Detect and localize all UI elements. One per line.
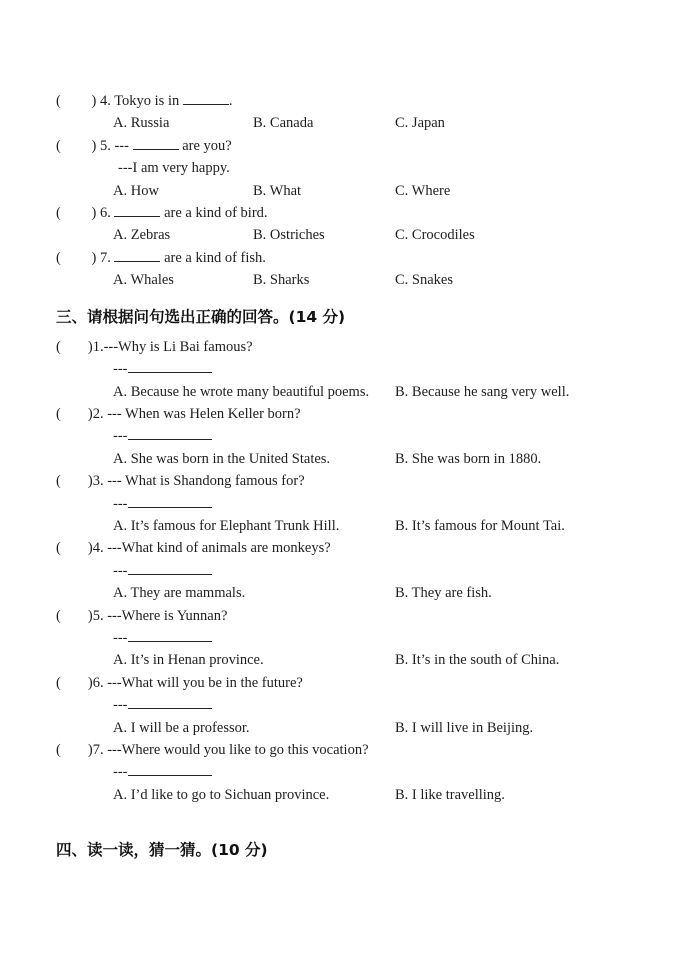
section-three — [56, 336, 659, 806]
options-row — [56, 582, 659, 604]
question-line — [56, 470, 659, 492]
options-row — [56, 224, 659, 246]
reply-dashes: --- — [113, 495, 128, 512]
question-text: Tokyo is in — [114, 93, 180, 109]
option-b: B. It’s famous for Mount Tai. — [395, 518, 565, 535]
question-text-after: are you? — [182, 137, 232, 154]
option-a: A. They are mammals. — [113, 585, 246, 602]
question-text: 6. ---What will you be in the future? — [92, 674, 303, 691]
options-row — [56, 112, 659, 134]
answer-paren-close: ) — [87, 674, 93, 691]
option-a: A. How — [113, 182, 159, 199]
question-text: 7. ---Where would you like to go this vocation? — [92, 741, 369, 758]
question-line — [56, 202, 659, 224]
question-text: --- — [114, 137, 129, 154]
answer-paren-open: ( — [56, 473, 61, 490]
option-a: A. It’s famous for Elephant Trunk Hill. — [113, 518, 340, 535]
answer-blank — [183, 91, 229, 105]
option-b: B. Canada — [253, 115, 314, 132]
answer-paren-close: ) — [87, 338, 93, 355]
reply-blank — [128, 695, 212, 709]
option-a: A. I will be a professor. — [113, 719, 250, 736]
reply-blank — [128, 628, 212, 642]
question-text: 1.---Why is Li Bai famous? — [92, 338, 253, 355]
question-text: 2. --- When was Helen Keller born? — [92, 406, 301, 423]
option-c: C. Where — [395, 182, 451, 199]
answer-paren-open: ( — [56, 249, 61, 266]
question-item — [56, 470, 659, 537]
reply-dashes: --- — [113, 697, 128, 714]
options-row — [56, 381, 659, 403]
option-b: B. It’s in the south of China. — [395, 652, 560, 669]
options-row — [56, 784, 659, 806]
question-line — [56, 90, 659, 112]
reply-blank — [128, 762, 212, 776]
option-a: A. It’s in Henan province. — [113, 652, 264, 669]
answer-paren-close: ) — [91, 137, 97, 154]
option-a: A. Because he wrote many beautiful poems. — [113, 383, 370, 400]
option-a: A. She was born in the United States. — [113, 450, 331, 467]
option-a: A. Zebras — [113, 227, 171, 244]
reply-dashes: --- — [113, 629, 128, 646]
answer-paren-open: ( — [56, 93, 61, 109]
option-a: A. Russia — [113, 115, 170, 132]
reply-dashes: --- — [113, 562, 128, 579]
answer-paren-close: ) — [91, 93, 97, 109]
reply-blank — [128, 494, 212, 508]
answer-paren-close: ) — [87, 406, 93, 423]
question-text-after: are a kind of bird. — [164, 204, 268, 221]
question-item — [56, 202, 659, 247]
answer-paren-open: ( — [56, 674, 61, 691]
question-text-after: . — [228, 93, 233, 109]
reply-line — [56, 761, 659, 783]
answer-paren-open: ( — [56, 741, 61, 758]
reply-line — [56, 425, 659, 447]
option-c: C. Japan — [395, 115, 445, 132]
option-a: A. Whales — [113, 272, 174, 289]
answer-paren-close: ) — [87, 540, 93, 557]
option-b: B. They are fish. — [395, 585, 492, 602]
reply-line — [56, 627, 659, 649]
reply-blank — [128, 426, 212, 440]
question-text: 3. --- What is Shandong famous for? — [92, 473, 305, 490]
answer-paren-open: ( — [56, 137, 61, 154]
option-b: B. She was born in 1880. — [395, 450, 542, 467]
question-line — [56, 336, 659, 358]
option-b: B. I will live in Beijing. — [395, 719, 534, 736]
answer-paren-open: ( — [56, 338, 61, 355]
question-number: 5. — [99, 137, 111, 154]
option-b: B. Sharks — [253, 272, 310, 289]
answer-reply-text — [56, 157, 659, 179]
question-number: 7. — [99, 249, 111, 266]
question-line — [56, 739, 659, 761]
answer-blank — [114, 248, 160, 262]
options-row — [56, 515, 659, 537]
options-row — [56, 448, 659, 470]
reply-dashes: --- — [113, 428, 128, 445]
reply-dashes: --- — [113, 764, 128, 781]
answer-paren-open: ( — [56, 204, 61, 221]
question-line — [56, 672, 659, 694]
options-row — [56, 269, 659, 291]
option-a: A. I’d like to go to Sichuan province. — [113, 786, 330, 803]
question-line — [56, 135, 659, 157]
reply-dashes: --- — [113, 361, 128, 378]
answer-paren-close: ) — [91, 249, 97, 266]
answer-paren-close: ) — [87, 607, 93, 624]
options-row — [56, 717, 659, 739]
question-line — [56, 537, 659, 559]
reply-line — [56, 493, 659, 515]
options-row — [56, 649, 659, 671]
reply-line — [56, 358, 659, 380]
question-line — [56, 247, 659, 269]
question-item — [56, 247, 659, 292]
reply-line — [56, 560, 659, 582]
question-item — [56, 90, 659, 135]
answer-paren-close: ) — [87, 741, 93, 758]
reply-line — [56, 694, 659, 716]
answer-blank — [114, 203, 160, 217]
question-item — [56, 739, 659, 806]
option-b: B. What — [253, 182, 302, 199]
section-two — [56, 90, 659, 292]
answer-paren-open: ( — [56, 607, 61, 624]
question-item — [56, 336, 659, 403]
answer-paren-close: ) — [91, 204, 97, 221]
option-b: B. Ostriches — [253, 227, 325, 244]
question-item — [56, 403, 659, 470]
option-b: B. I like travelling. — [395, 786, 505, 803]
question-text-after: are a kind of fish. — [164, 249, 266, 266]
question-item — [56, 135, 659, 202]
section-four-heading: 四、读一读，猜一猜。(10 分) — [56, 841, 268, 860]
question-item — [56, 672, 659, 739]
answer-paren-open: ( — [56, 406, 61, 423]
question-line — [56, 403, 659, 425]
reply-text: ---I am very happy. — [118, 160, 230, 177]
question-text: 4. ---What kind of animals are monkeys? — [92, 540, 331, 557]
question-item — [56, 537, 659, 604]
answer-paren-open: ( — [56, 540, 61, 557]
question-item — [56, 605, 659, 672]
option-c: C. Snakes — [395, 272, 453, 289]
question-line — [56, 605, 659, 627]
answer-blank — [133, 136, 179, 150]
question-number: 4. — [99, 93, 111, 109]
question-number: 6. — [99, 204, 111, 221]
option-c: C. Crocodiles — [395, 227, 475, 244]
section-three-heading: 三、请根据问句选出正确的回答。(14 分) — [56, 307, 346, 326]
option-b: B. Because he sang very well. — [395, 383, 570, 400]
reply-blank — [128, 359, 212, 373]
question-text: 5. ---Where is Yunnan? — [92, 607, 228, 624]
answer-paren-close: ) — [87, 473, 93, 490]
options-row — [56, 180, 659, 202]
reply-blank — [128, 561, 212, 575]
